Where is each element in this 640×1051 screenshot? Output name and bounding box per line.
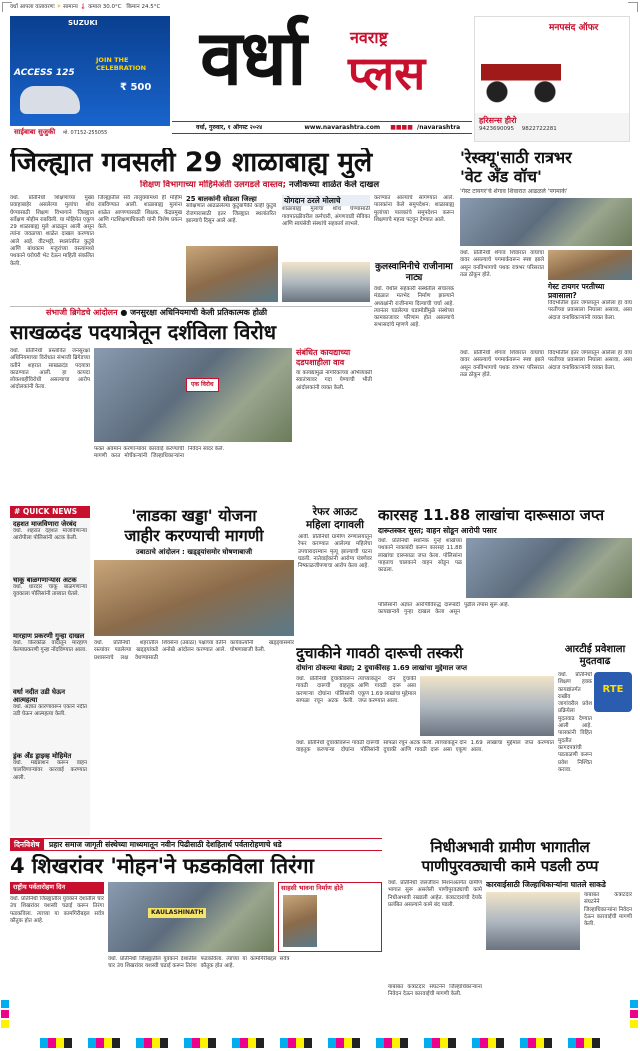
protest-box-text: या कायद्यामुळे नागरिकांच्या अभिव्यक्ती स्वातंत्र्यावर गदा येण्याची भीती आंदोलकांनी व्यक्त केली. xyxy=(296,370,372,391)
quick-news-item xyxy=(13,688,87,746)
protest-box-title: संबंधित कायद्याच्या दडपशाहीला वाव xyxy=(296,348,351,367)
mohan-text2: वर्धा. प्रतिनिधी जिल्ह्यातील युवकाने देशातील चार उंच शिखरांवर यशस्वी चढाई करून तिरंगा फडकविला. त्याच्या या कामगिरीबद्दल सर्वत्र कौतुक होत आहे. xyxy=(108,956,290,970)
mohan-quote-box xyxy=(278,882,382,952)
sun-icon: ☀ xyxy=(56,4,62,10)
dinvishesh-bar xyxy=(10,838,382,851)
quick-news-item xyxy=(13,520,87,570)
social-handle: /navarashtra xyxy=(417,124,461,131)
lead-box2-text: शाळाबाह्य मुलांचा शोध घेण्यासाठी गावपातळीवरील कर्मचारी, अंगणवाडी सेविका आणि स्वयंसेवी संस्थांचे सहकार्य लाभले. xyxy=(282,206,370,227)
quick-news-item-text: वर्धा. अज्ञात कारणावरून एकाने नदीत उडी घेऊन आत्महत्या केली. xyxy=(13,704,87,718)
nidhi-subhead: कारवाईसाठी जिल्हाधिकाऱ्यांना घातले साकडे xyxy=(486,880,606,889)
website-link[interactable]: www.navarashtra.com xyxy=(304,124,381,131)
rescue-box xyxy=(548,250,632,346)
liquor-headline: कारसह 11.88 लाखांचा दारूसाठा जप्त xyxy=(378,506,605,524)
sambhaji-strip-right: जनसुरक्षा अधिनियमाची केली प्रतिकात्मक होळी xyxy=(130,308,268,317)
lead-subhead xyxy=(10,180,450,191)
liquor-subhead: दारूतस्कर सुस्त; वाहन सोडून आरोपी पसार xyxy=(378,526,497,535)
lead-col3: करण्यात आल्याचे सांगण्यात आले. पालकांना केले समुपदेशन: शाळाबाह्य मुलांच्या पालकांचे समुपदेशन करून शिक्षणाचे महत्त्व पटवून देण्यात आले. xyxy=(374,195,454,223)
ad-left-headline: JOIN THE CELEBRATION xyxy=(96,56,147,73)
lead-col2: जिल्ह्यातील सर्व तालुक्यांमध्ये ही मोहीम राबविण्यात आली. शाळाबाह्य मुलांना शाळेत आणण्यासाठी शिक्षक, केंद्रप्रमुख आणि गटशिक्षणाधिकारी यांनी विशेष प्रयत्न केले. xyxy=(98,195,182,231)
quick-news-item xyxy=(13,632,87,682)
kulaswamini-text: वर्धा. येथील सहकारी संस्थेतील संचालक मंडळात मतभेद निर्माण झाल्याने अध्यक्षांनी राजीनामा दिल्याची चर्चा आहे. त्यानंतर घडलेल्या घडामोडींमुळे संस्थेच्या कामकाजावर परिणाम होत असल्याचे सभासदांचे म्हणणे आहे. xyxy=(374,286,454,329)
bike-headline: दुचाकीने गावठी दारूची तस्करी xyxy=(296,644,463,662)
protest-box xyxy=(296,348,372,448)
protest-continued: फक्त अवमान करणाऱ्यांवर कारवाई करण्याची मागणी करत मोर्चेकऱ्यांनी जिल्हाधिकाऱ्यांना निवेदन सादर केले. xyxy=(94,446,225,460)
ad-right-phone2: 9822722281 xyxy=(521,126,557,132)
liquor-text: वर्धा. प्रतिनिधी स्थानिक गुन्हे शाखेच्या पथकाने नाकाबंदी करून कारसह 11.88 लाखांचा दारूसाठा जप्त केला. पोलिसांना पाहताच चालकाने वाहन सोडून पळ काढला. xyxy=(378,538,462,574)
quick-news-item xyxy=(13,576,87,626)
ladka-headline: 'लाडका खड्डा' योजना जाहीर करण्याची मागणी xyxy=(124,506,264,545)
quick-news-panel xyxy=(10,506,90,836)
ad-right-title: मनपसंद ऑफर xyxy=(549,23,599,33)
quick-news-item-title: चाकू बाळगणाऱ्यास अटक xyxy=(13,576,77,584)
lead-box-text: सर्वेक्षणात आढळलेल्या कुटुंबांपैकी काही कुटुंबे रोजगारासाठी इतर जिल्ह्यात स्थलांतरित झाल्याचे दिसून आले आहे. xyxy=(186,203,276,225)
min-temp: किमान 24.5°C xyxy=(126,4,161,10)
lead-col1: वर्धा. प्रतिनिधी शिक्षणाच्या मुख्य प्रवाहाबाहेर असलेल्या मुलांचा शोध घेण्यासाठी शिक्षण विभागाने जिल्ह्यात सर्वेक्षण मोहीम राबविली. या मोहिमेत एकूण 29 शाळाबाह्य मुले आढळून आली असून त्यांना जवळच्या शाळेत दाखल करण्यात आले आहे. वीटभट्टी, स्थलांतरित कुटुंबे आणि बांधकाम मजुरांच्या वस्त्यांमध्ये पथकाने घरोघरी भेट देऊन माहिती संकलित केली. xyxy=(10,195,94,267)
social-icons: ■■■■ xyxy=(390,124,413,131)
kulaswamini-headline: कुलस्वामिनीचे राजीनामा नाट्य xyxy=(375,262,453,283)
mohan-quote-title: साहसी भावना निर्माण होते xyxy=(281,884,343,892)
ad-right-brand: हरिसन्स हीरो xyxy=(479,116,517,125)
registration-strip xyxy=(40,1038,600,1048)
quick-news-item-title: ड्रंक अँड ड्राइव्ह मोहिमेत xyxy=(13,752,72,760)
ladka-subhead: उबाठाचे आंदोलन : खड्ड्यांसमोर घोषणाबाजी xyxy=(135,548,253,556)
lead-info-box2 xyxy=(282,195,370,259)
quick-news-item-text: वर्धा. मद्यप्राशन करून वाहन चालविणाऱ्यांवर कारवाई करण्यात आली. xyxy=(13,760,87,781)
ad-left-dealer: साईबाबा सुजुकी xyxy=(14,128,56,136)
lead-info-box xyxy=(186,195,276,245)
quick-news-list xyxy=(10,518,90,810)
masthead-title: वर्धा xyxy=(200,13,305,102)
mohan-portrait xyxy=(283,895,317,947)
nidhi-text2: याबाबत कंत्राटदार संघटनेने जिल्हाधिकाऱ्यांना निवेदन देऊन कारवाईची मागणी केली. xyxy=(388,984,482,998)
motorcycle-image xyxy=(481,47,561,103)
mohan-headline: 4 शिखरांवर 'मोहन'ने फडकविला तिरंगा xyxy=(10,854,314,878)
ad-left xyxy=(10,16,170,142)
scooter-image xyxy=(20,86,80,114)
masthead-date-bar xyxy=(172,121,472,134)
rescue-headline: 'रेस्क्यू'साठी रात्रभर 'वेट अँड वॉच' xyxy=(460,148,572,186)
rte-text: वर्धा. प्रतिनिधी शिक्षण हक्क कायद्यांतर्गत राखीव जागांवरील प्रवेश प्रक्रियेला मुदतवाढ देण्यात आली आहे. पालकांनी विहित मुदतीत कागदपत्रांची पडताळणी करून प्रवेश निश्चित करावा. xyxy=(558,672,592,773)
lead-box2-title: योगदान ठरले मोलाचे xyxy=(282,195,370,206)
tiger-photo xyxy=(548,250,632,280)
lead-photo-school xyxy=(282,262,370,302)
ladka-photo xyxy=(94,560,294,636)
rte-headline: आरटीई प्रवेशाला मुदतवाढ xyxy=(564,644,626,667)
liquor-photo xyxy=(466,538,632,598)
dinvishesh-label: दिनविशेष xyxy=(10,839,44,850)
liquor-text2: पोलिसांनी अज्ञात आरोपीविरुद्ध दारूबंदी कायद्यान्वये गुन्हा दाखल केला असून पुढील तपास सुरू आहे. xyxy=(378,602,510,616)
rte-badge: RTE xyxy=(594,672,632,712)
quick-news-item-title: दहशत माजविणारा जेरबंद xyxy=(13,520,77,528)
quick-news-title: # QUICK NEWS xyxy=(10,506,90,518)
ad-left-offer: ₹ 500 xyxy=(120,82,152,93)
rescue-box-title: गेस्ट टायगर परतीच्या प्रवासाला? xyxy=(548,282,605,300)
ladka-text: वर्धा. प्रतिनिधी शहरातील रस्त्यांवर पडलेल्या खड्ड्यांकडे प्रशासनाचे लक्ष वेधण्यासाठी शिवसेना (उबाठा) पक्षाच्या वतीने अनोखे आंदोलन करण्यात आले. कार्यकर्त्यांनी खड्ड्यांसमोर घोषणाबाजी केली. xyxy=(94,640,294,661)
lead-subhead-right: नजीकच्या शाळेत केले दाखल xyxy=(288,180,380,190)
mohan-badge: राष्ट्रीय पर्वतारोहण दिन xyxy=(10,882,104,894)
quick-news-item-title: वर्धा नदीत उडी घेऊन आत्महत्या xyxy=(13,688,66,704)
lead-photo-children xyxy=(186,246,278,302)
quick-news-item-title: मारहाण प्रकरणी गुन्हा दाखल xyxy=(13,632,85,640)
hash-icon: # xyxy=(14,507,21,516)
protest-photo xyxy=(94,348,292,442)
lead-box-title: 25 बालकांनी सोडला जिल्हा xyxy=(186,195,257,203)
crop-mark xyxy=(628,2,638,12)
ad-left-model: ACCESS 125 xyxy=(14,68,75,78)
quick-news-item-text: वर्धा. किरकोळ वादातून मारहाण केल्याप्रकरणी गुन्हा नोंदविण्यात आला. xyxy=(13,640,87,654)
weather-label: वर्धा आपला वातावरणः xyxy=(10,4,55,10)
rescue-lower-col: वर्धा. प्रतिनिधी शेगाव शिवारात वाघाचा वावर असल्याचे पगमार्कवरून स्पष्ट झाले असून वनविभागाचे पथक रात्रभर परिसरात तळ ठोकून होते. xyxy=(460,350,544,378)
refer-text: आर्वी. प्रतिनिधी ग्रामीण रुग्णालयातून रेफर करण्यात आलेल्या महिलेचा उपचारादरम्यान मृत्यू झाल्याची घटना घडली. नातेवाईकांनी आरोग्य यंत्रणेवर निष्काळजीपणाचा आरोप केला आहे. xyxy=(298,534,372,570)
sambhaji-strip xyxy=(10,306,372,319)
protest-photo-sign: एक विरोध xyxy=(186,378,219,392)
nidhi-text: वर्धा. प्रतिनिधी जलजीवन मिशनअंतर्गत ग्रामीण भागात सुरू असलेली पाणीपुरवठ्याची कामे निधीअभावी रखडली आहेत. कंत्राटदारांची देयके प्रलंबित असल्याने कामे बंद पडली. xyxy=(388,880,482,908)
protest-text: वर्धा. प्रतिनिधी प्रस्तावित जनसुरक्षा अधिनियमाच्या विरोधात संभाजी ब्रिगेडच्या वतीने शहरात साखळदंड पदयात्रा काढण्यात आली. हा कायदा लोकशाहीविरोधी असल्याचा आरोप आंदोलकांनी केला. xyxy=(10,348,90,391)
ad-right-phone1: 9423690095 xyxy=(479,126,514,132)
bullet-icon: ● xyxy=(120,308,128,317)
dinvishesh-text: प्रहार समाज जागृती संस्थेच्या माध्यमातून नवीन पिढीसाठी देशहितार्थ पर्वतारोहणाचे धडे xyxy=(49,840,282,849)
rescue-box-text: विदर्भातील इतर जंगलातून आलेला हा वाघ परतीच्या प्रवासाला निघाला असावा, असा अंदाज वनाधिकाऱ्यांनी व्यक्त केला. xyxy=(548,300,632,321)
ad-right-footer xyxy=(475,113,630,141)
cmyk-marks-right xyxy=(630,1000,638,1030)
rescue-subhead: 'गेस्ट टायगर'चे शेगाव शिवारात आढळले 'पगमार्क' xyxy=(460,188,568,195)
refer-headline: रेफर आऊट महिला दगावली xyxy=(306,506,364,531)
quick-news-item-text: वर्धा. शहरात दहशत माजविणाऱ्या आरोपीला पोलिसांनी अटक केली. xyxy=(13,528,87,542)
date-line: वर्धा, गुरुवार, १ ऑगस्ट २०२४ xyxy=(196,124,263,131)
mohan-text: वर्धा. प्रतिनिधी जिल्ह्यातील युवकाने देशातील चार उंच शिखरांवर यशस्वी चढाई करून तिरंगा फडकविला. त्याच्या या कामगिरीबद्दल सर्वत्र कौतुक होत आहे. xyxy=(10,896,104,924)
rescue-lower-col2: विदर्भातील इतर जंगलातून आलेला हा वाघ परतीच्या प्रवासाला निघाला असावा, असा अंदाज वनाधिकाऱ्यांनी व्यक्त केला. xyxy=(548,350,632,371)
bike-subhead: दोघांना ठोकल्या बेड्या; 2 दुचाकींसह 1.69 लाखांचा मुद्देमाल जप्त xyxy=(296,664,467,672)
rescue-text: वर्धा. प्रतिनिधी शेगाव शिवारात वाघाचा वावर असल्याचे पगमार्कवरून स्पष्ट झाले असून वनविभागाचे पथक रात्रभर परिसरात तळ ठोकून होते. xyxy=(460,250,544,278)
nidhi-text-right: याबाबत कंत्राटदार संघटनेने जिल्हाधिकाऱ्यांना निवेदन देऊन कारवाईची मागणी केली. xyxy=(584,892,632,928)
ad-left-brand: SUZUKI xyxy=(68,19,98,27)
quick-news-item-text: वर्धा. धारदार चाकू बाळगणाऱ्या युवकाला पोलिसांनी ताब्यात घेतले. xyxy=(13,584,87,598)
nidhi-photo xyxy=(486,892,580,950)
ad-right xyxy=(474,16,630,142)
nidhi-headline: निधीअभावी ग्रामीण भागातील पाणीपुरवठ्याची कामे पडली ठप्प xyxy=(421,838,599,875)
bike-text2: वर्धा. प्रतिनिधी दुचाकीवरून गावठी दारूची वाहतूक करणाऱ्या दोघांना पोलिसांनी सापळा रचून अटक केली. त्यांच्याकडून दोन दुचाकी आणि गावठी दारू असा एकूण 1.69 लाखांचा मुद्देमाल जप्त करण्यात आला. xyxy=(296,740,554,754)
ad-left-phone: मो. 07152-255055 xyxy=(63,130,108,136)
protest-headline: साखळदंड पदयात्रेतून दर्शविला विरोध xyxy=(10,320,276,344)
mohan-photo xyxy=(108,882,274,952)
bike-photo xyxy=(420,676,554,736)
cmyk-marks-left xyxy=(1,1000,9,1030)
mohan-photo-banner: KAULASHINATH xyxy=(148,908,206,918)
masthead-brand-top: नवराष्ट्र xyxy=(350,28,388,47)
sambhaji-strip-left: संभाजी ब्रिगेडचे आंदोलन xyxy=(46,308,118,317)
rescue-photo-crowd xyxy=(460,198,632,246)
lead-subhead-left: शिक्षण विभागाच्या मोहिमेअंती उलगडले वास्तव; xyxy=(140,180,286,190)
thermometer-icon: 🌡 xyxy=(79,4,87,10)
ad-left-footer xyxy=(10,126,170,142)
max-temp: कमाल 30.0°C xyxy=(88,4,122,10)
bike-text: वर्धा. प्रतिनिधी दुचाकीवरून गावठी दारूची वाहतूक करणाऱ्या दोघांना पोलिसांनी सापळा रचून अटक केली. त्यांच्याकडून दोन दुचाकी आणि गावठी दारू असा एकूण 1.69 लाखांचा मुद्देमाल जप्त करण्यात आला. xyxy=(296,676,416,704)
lead-headline: जिल्ह्यात गवसली 29 शाळाबाह्य मुले xyxy=(10,148,373,178)
masthead-brand-bottom: प्लस xyxy=(348,46,426,100)
quick-news-item xyxy=(13,752,87,802)
weather-condition: सामान्य xyxy=(63,4,78,10)
